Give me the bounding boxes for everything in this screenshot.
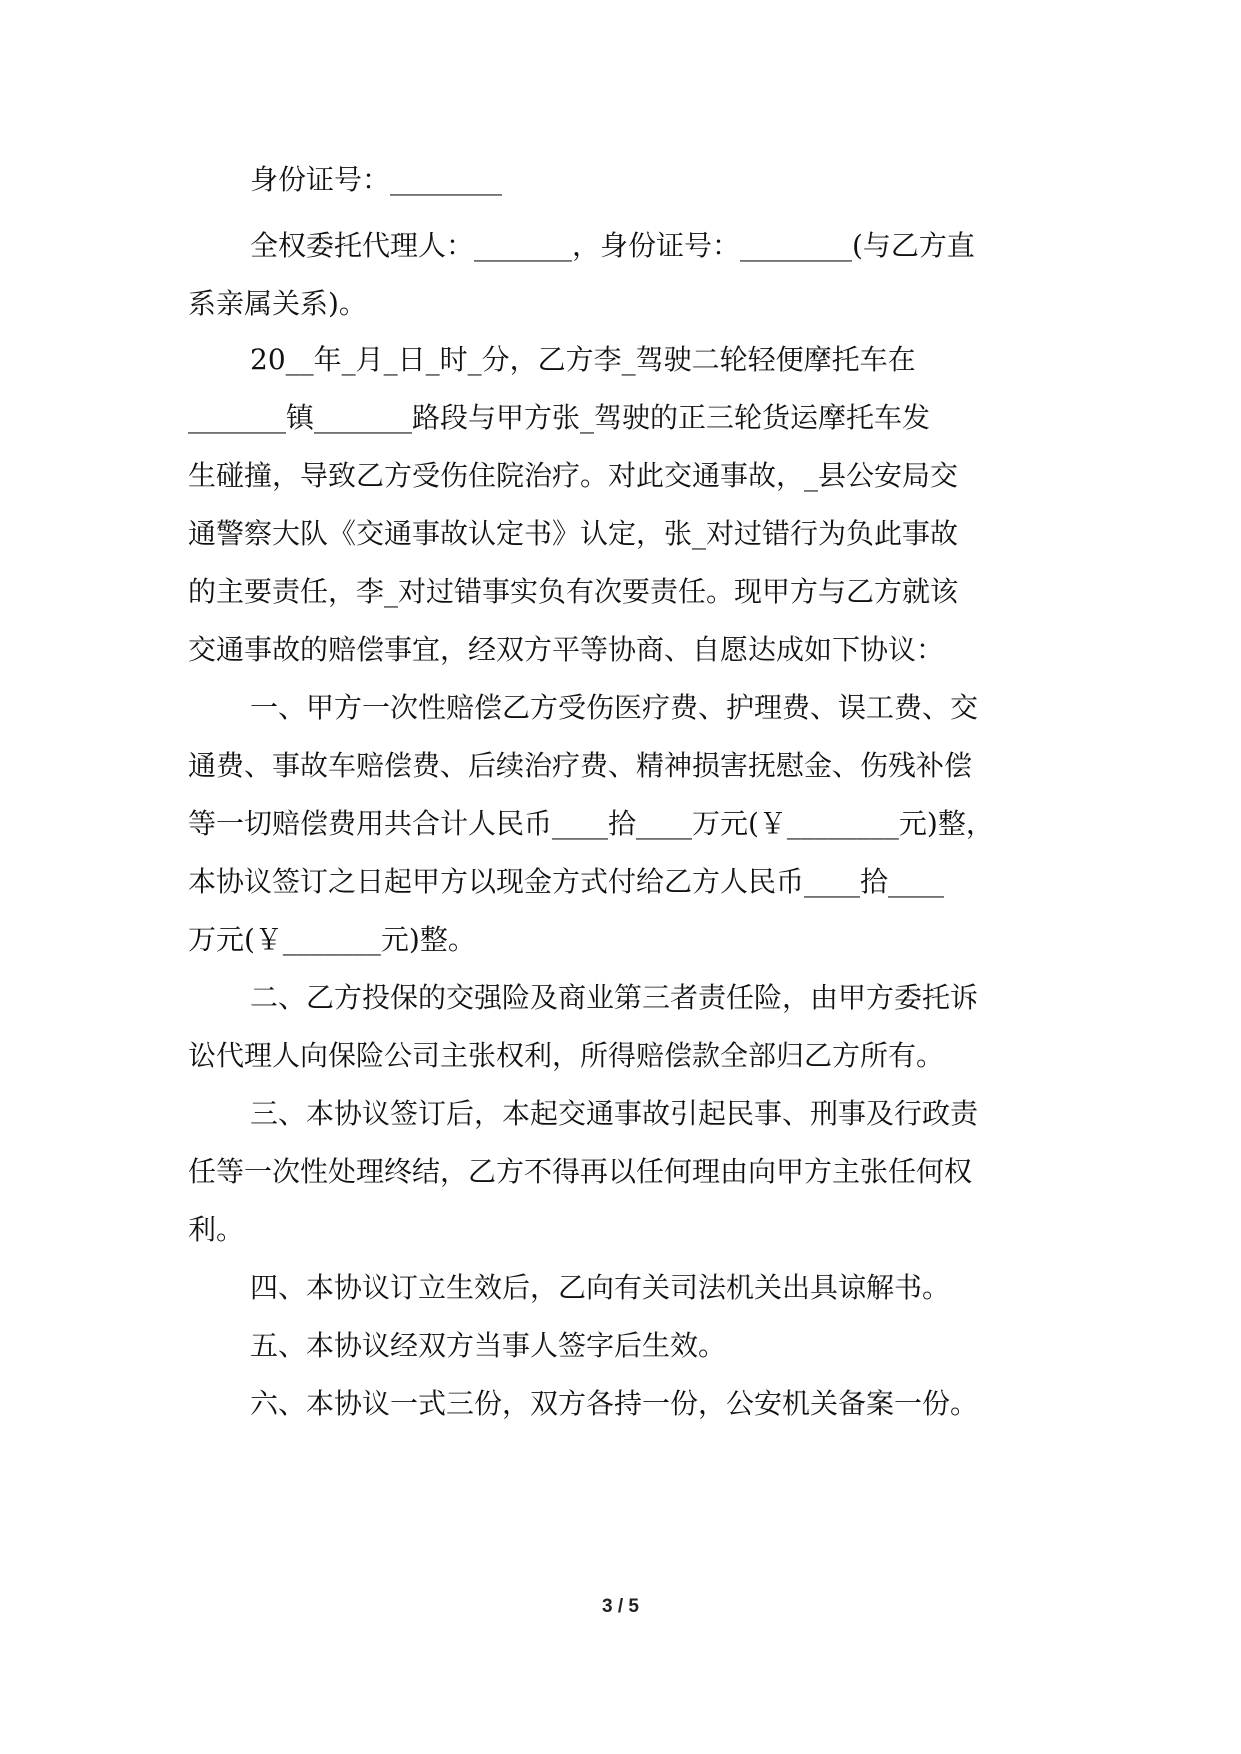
clause-1-line-2: 通费、事故车赔偿费、后续治疗费、精神损害抚慰金、伤残补偿 — [188, 749, 973, 782]
clause-4-line: 四、本协议订立生效后，乙向有关司法机关出具谅解书。 — [250, 1271, 951, 1304]
id-number-line: 身份证号：________ — [250, 163, 503, 196]
agent-line-2: 系亲属关系)。 — [188, 287, 367, 320]
accident-line-4: 通警察大队《交通事故认定书》认定，张_对过错行为负此事故 — [188, 517, 959, 550]
clause-1-line-1: 一、甲方一次性赔偿乙方受伤医疗费、护理费、误工费、交 — [250, 691, 979, 724]
clause-3-line-1: 三、本协议签订后，本起交通事故引起民事、刑事及行政责 — [250, 1097, 979, 1130]
accident-line-5: 的主要责任，李_对过错事实负有次要责任。现甲方与乙方就该 — [188, 575, 959, 608]
clause-2-line-2: 讼代理人向保险公司主张权利，所得赔偿款全部归乙方所有。 — [188, 1039, 945, 1072]
accident-line-6: 交通事故的赔偿事宜，经双方平等协商、自愿达成如下协议： — [188, 633, 945, 666]
page-number: 3 / 5 — [602, 1596, 639, 1617]
clause-5-line: 五、本协议经双方当事人签字后生效。 — [250, 1329, 727, 1362]
accident-line-1: 20__年_月_日_时_分，乙方李_驾驶二轮轻便摩托车在 — [250, 343, 916, 376]
clause-1-line-5: 万元(￥_______元)整。 — [188, 923, 476, 956]
clause-1-line-4: 本协议签订之日起甲方以现金方式付给乙方人民币____拾____ — [188, 865, 945, 898]
accident-line-3: 生碰撞，导致乙方受伤住院治疗。对此交通事故，_县公安局交 — [188, 459, 959, 492]
clause-3-line-3: 利。 — [188, 1213, 245, 1246]
clause-2-line-1: 二、乙方投保的交强险及商业第三者责任险，由甲方委托诉 — [250, 981, 979, 1014]
agent-line-1: 全权委托代理人：_______，身份证号：________(与乙方直 — [250, 229, 975, 262]
clause-6-line: 六、本协议一式三份，双方各持一份，公安机关备案一份。 — [250, 1387, 979, 1420]
clause-3-line-2: 任等一次性处理终结，乙方不得再以任何理由向甲方主张任何权 — [188, 1155, 973, 1188]
clause-1-line-3: 等一切赔偿费用共合计人民币____拾____万元(￥________元)整， — [188, 807, 994, 840]
accident-line-2: _______镇_______路段与甲方张_驾驶的正三轮货运摩托车发 — [188, 401, 931, 434]
